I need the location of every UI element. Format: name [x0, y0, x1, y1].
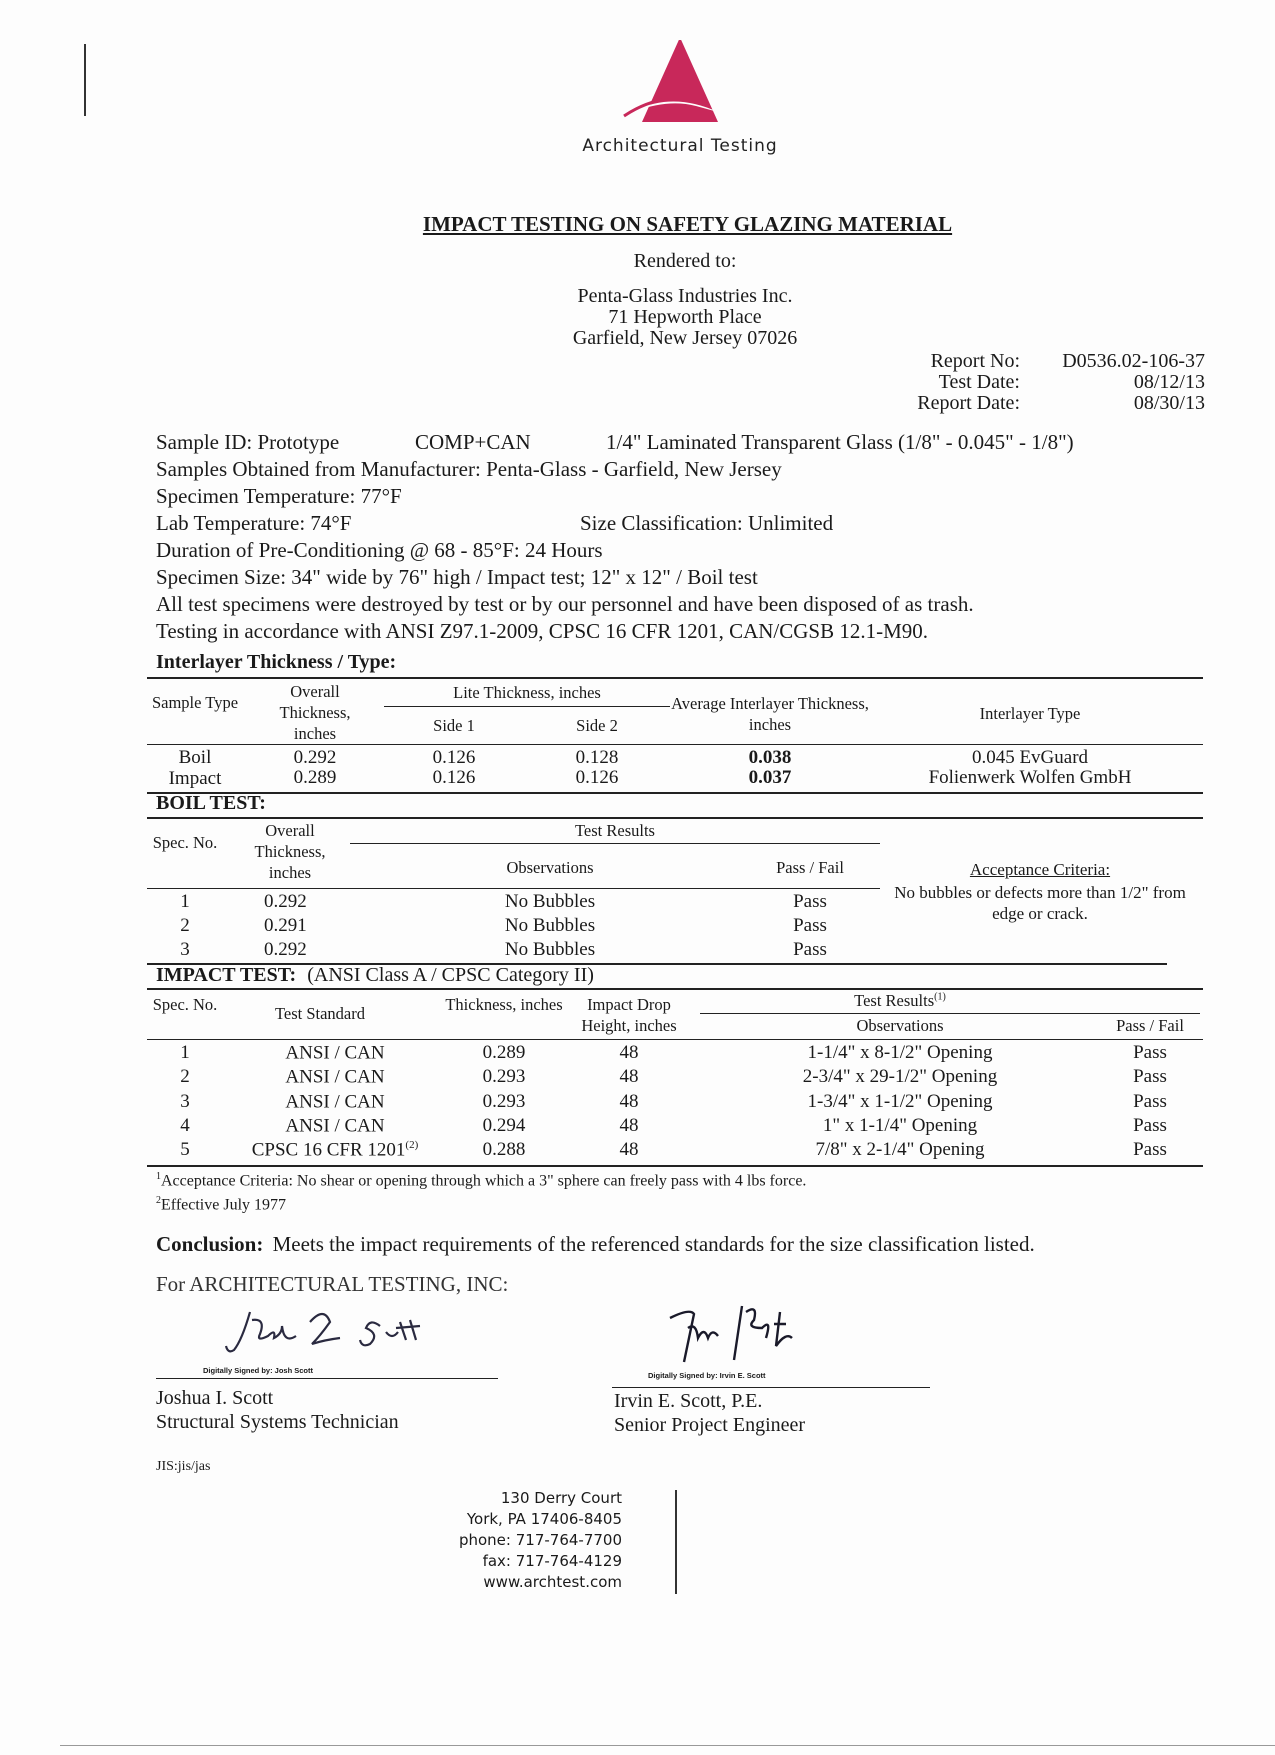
preconditioning: Duration of Pre-Conditioning @ 68 - 85°F: 24 Hours [156, 538, 603, 562]
interlayer-hdr-side1: Side 1 [433, 716, 475, 735]
sample-id: Sample ID: Prototype [156, 430, 340, 454]
conclusion-label: Conclusion: [156, 1232, 264, 1256]
impact-hdr-spec: Spec. No. [152, 995, 218, 1014]
impact-top-rule [147, 988, 1203, 990]
boil-cell-thickness: 0.292 [264, 891, 307, 912]
interlayer-bottom-rule [147, 792, 1203, 794]
address-city: York, PA 17406-8405 [466, 1510, 622, 1528]
conclusion-text: Meets the impact requirements of the referenced standards for the size classification listed. [272, 1232, 1035, 1256]
impact-hdr-drop: Impact Drop Height, inches [581, 995, 677, 1035]
test-date-label: Test Date: [938, 371, 1020, 393]
impact-hdr-obs: Observations [856, 1016, 944, 1035]
impact-cell-standard [230, 1139, 440, 1161]
address-street: 130 Derry Court [500, 1489, 622, 1507]
acceptance-criteria-title: Acceptance Criteria: [969, 860, 1111, 879]
specimen-temp: Specimen Temperature: 77°F [156, 484, 402, 508]
signature-2-graphic [650, 1298, 830, 1370]
impact-hdr-results-label: Test Results [854, 991, 935, 1010]
impact-cell-standard-text: ANSI / CAN [285, 1091, 385, 1113]
impact-hdr-thickness: Thickness, inches [445, 995, 563, 1014]
address-phone: phone: 717-764-7700 [458, 1531, 622, 1549]
interlayer-hdr-type: Interlayer Type [979, 704, 1081, 723]
interlayer-cell-overall: 0.292 [293, 747, 337, 768]
impact-cell-spec: 1 [180, 1042, 190, 1063]
boil-cell-pf: Pass [793, 939, 827, 960]
margin-mark [84, 44, 86, 116]
page-bottom-rule [60, 1745, 1275, 1746]
impact-cell-drop: 48 [619, 1091, 639, 1112]
boil-hdr-pf: Pass / Fail [776, 858, 844, 877]
lab-temp: Lab Temperature: 74°F [156, 511, 352, 535]
interlayer-cell-type: Folienwerk Wolfen GmbH [928, 767, 1132, 788]
interlayer-cell-type: 0.045 EvGuard [971, 747, 1089, 768]
impact-cell-pf: Pass [1133, 1091, 1167, 1112]
interlayer-cell-side2: 0.126 [575, 767, 619, 788]
impact-heading-line [156, 964, 594, 987]
interlayer-cell-overall: 0.289 [293, 767, 337, 788]
logo-triangle-icon [600, 40, 760, 140]
footnote-2-mark: 2 [156, 1195, 161, 1206]
signature-1-graphic [220, 1300, 440, 1360]
impact-cell-obs: 2-3/4" x 29-1/2" Opening [802, 1066, 998, 1087]
impact-heading: IMPACT TEST: [156, 964, 297, 986]
logo [600, 40, 760, 140]
interlayer-top-rule [147, 677, 1203, 679]
address-web[interactable]: www.archtest.com [483, 1573, 622, 1591]
impact-cell-pf: Pass [1133, 1066, 1167, 1087]
impact-cell-standard-sup: (2) [405, 1139, 419, 1151]
address-divider [675, 1490, 677, 1594]
impact-cell-drop: 48 [619, 1115, 639, 1136]
boil-cell-obs: No Bubbles [504, 939, 596, 960]
boil-results-rule [350, 843, 880, 844]
impact-hdr-results-sup: (1) [934, 991, 946, 1003]
impact-results-rule [700, 1013, 1200, 1014]
interlayer-cell-side1: 0.126 [432, 767, 476, 788]
boil-hdr-overall: Overall Thickness, inches [254, 821, 326, 882]
impact-hdr-pf: Pass / Fail [1116, 1016, 1184, 1035]
boil-cell-thickness: 0.292 [264, 939, 307, 960]
accordance-note: Testing in accordance with ANSI Z97.1-2009, CPSC 16 CFR 1201, CAN/CGSB 12.1-M90. [156, 619, 929, 643]
acceptance-criteria-text: No bubbles or defects more than 1/2" from edge or crack. [894, 883, 1186, 923]
for-line: For ARCHITECTURAL TESTING, INC: [156, 1272, 509, 1296]
impact-cell-obs: 1" x 1-1/4" Opening [822, 1115, 978, 1136]
footnote-1-text: Acceptance Criteria: No shear or opening through which a 3" sphere can freely pass with 4 lbs force. [161, 1172, 807, 1190]
footnote-1-mark: 1 [156, 1171, 161, 1182]
impact-cell-thickness: 0.293 [482, 1066, 526, 1087]
boil-cell-pf: Pass [793, 915, 827, 936]
sample-code: COMP+CAN [415, 430, 531, 454]
boil-cell-obs: No Bubbles [504, 891, 596, 912]
impact-cell-spec: 2 [180, 1066, 190, 1087]
footnote-2-text: Effective July 1977 [161, 1196, 287, 1214]
sample-desc: 1/4" Laminated Transparent Glass (1/8" - 0.045" - 1/8") [606, 430, 1074, 454]
signer-2-name: Irvin E. Scott, P.E. [614, 1390, 763, 1412]
boil-cell-spec: 3 [180, 939, 190, 960]
interlayer-cell-sample: Impact [168, 768, 222, 789]
footnote-1 [156, 1171, 806, 1190]
impact-hdr-results [700, 991, 1100, 1011]
conclusion [156, 1232, 1035, 1257]
report-no: D0536.02-106-37 [1062, 350, 1205, 372]
interlayer-cell-avg: 0.037 [748, 767, 792, 788]
impact-bottom-rule [147, 1165, 1203, 1167]
interlayer-heading: Interlayer Thickness / Type: [156, 651, 397, 673]
impact-cell-standard-text: ANSI / CAN [285, 1066, 385, 1088]
impact-cell-spec: 3 [180, 1091, 190, 1112]
impact-cell-thickness: 0.289 [482, 1042, 526, 1063]
signature-1-digital: Digitally Signed by: Josh Scott [203, 1366, 314, 1375]
impact-cell-pf: Pass [1133, 1042, 1167, 1063]
rendered-to: Rendered to: [633, 250, 737, 272]
impact-cell-standard [230, 1066, 440, 1088]
initials: JIS:jis/jas [156, 1459, 211, 1474]
impact-cell-standard-text: ANSI / CAN [285, 1115, 385, 1137]
boil-hdr-results: Test Results [575, 821, 655, 840]
impact-cell-obs: 1-1/4" x 8-1/2" Opening [807, 1042, 993, 1063]
signature-2 [650, 1298, 830, 1370]
report-date-label: Report Date: [917, 392, 1020, 414]
boil-hdr-spec: Spec. No. [152, 833, 218, 852]
impact-cell-pf: Pass [1133, 1115, 1167, 1136]
impact-cell-standard [230, 1042, 440, 1064]
boil-cell-spec: 2 [180, 915, 190, 936]
interlayer-hdr-rule [147, 744, 1203, 745]
boil-top-rule [147, 817, 1203, 819]
client-address1: 71 Hepworth Place [608, 306, 762, 328]
impact-cell-thickness: 0.293 [482, 1091, 526, 1112]
report-no-label: Report No: [930, 350, 1020, 372]
interlayer-hdr-sample: Sample Type [151, 693, 239, 712]
signature-2-line [612, 1387, 930, 1388]
interlayer-hdr-overall: Overall Thickness, inches [279, 682, 351, 743]
impact-cell-standard [230, 1091, 440, 1113]
lite-rule [384, 706, 670, 707]
samples-obtained: Samples Obtained from Manufacturer: Penta-Glass - Garfield, New Jersey [156, 457, 782, 481]
client-address2: Garfield, New Jersey 07026 [572, 327, 798, 349]
impact-cell-standard [230, 1115, 440, 1137]
impact-heading-note: (ANSI Class A / CPSC Category II) [307, 964, 594, 986]
logo-text: Architectural Testing [582, 136, 778, 156]
boil-cell-spec: 1 [180, 891, 190, 912]
disposal-note: All test specimens were destroyed by test or by our personnel and have been disposed of as trash. [156, 592, 974, 616]
impact-cell-spec: 5 [180, 1139, 190, 1160]
interlayer-cell-side2: 0.128 [575, 747, 619, 768]
interlayer-cell-sample: Boil [178, 747, 212, 768]
interlayer-hdr-side2: Side 2 [576, 716, 618, 735]
signature-1 [220, 1300, 440, 1360]
impact-cell-obs: 1-3/4" x 1-1/2" Opening [807, 1091, 993, 1112]
interlayer-hdr-avg: Average Interlayer Thickness, inches [671, 694, 869, 734]
impact-cell-thickness: 0.288 [482, 1139, 526, 1160]
impact-cell-drop: 48 [619, 1139, 639, 1160]
impact-cell-drop: 48 [619, 1066, 639, 1087]
impact-cell-spec: 4 [180, 1115, 190, 1136]
signer-2-title: Senior Project Engineer [614, 1414, 806, 1436]
address-fax: fax: 717-764-4129 [482, 1552, 622, 1570]
impact-hdr-standard: Test Standard [274, 1004, 366, 1023]
report-date: 08/30/13 [1133, 392, 1205, 414]
footnote-2 [156, 1195, 286, 1214]
boil-cell-pf: Pass [793, 891, 827, 912]
boil-heading: BOIL TEST: [156, 792, 266, 814]
page-title: IMPACT TESTING ON SAFETY GLAZING MATERIAL [422, 212, 953, 236]
impact-cell-obs: 7/8" x 2-1/4" Opening [815, 1139, 985, 1160]
interlayer-cell-avg: 0.038 [748, 747, 792, 768]
impact-hdr-rule [147, 1039, 1203, 1040]
impact-cell-standard-text: ANSI / CAN [285, 1042, 385, 1064]
signature-1-line [156, 1378, 498, 1379]
boil-cell-obs: No Bubbles [504, 915, 596, 936]
size-class: Size Classification: Unlimited [580, 511, 834, 535]
impact-cell-drop: 48 [619, 1042, 639, 1063]
impact-cell-thickness: 0.294 [482, 1115, 526, 1136]
client-name: Penta-Glass Industries Inc. [577, 285, 793, 307]
signature-2-digital: Digitally Signed by: Irvin E. Scott [648, 1371, 766, 1380]
boil-cell-thickness: 0.291 [264, 915, 307, 936]
specimen-size: Specimen Size: 34" wide by 76" high / Impact test; 12" x 12" / Boil test [156, 565, 758, 589]
test-date: 08/12/13 [1133, 371, 1205, 393]
signer-1-title: Structural Systems Technician [156, 1411, 399, 1433]
boil-hdr-obs: Observations [506, 858, 594, 877]
impact-cell-pf: Pass [1133, 1139, 1167, 1160]
impact-cell-standard-text: CPSC 16 CFR 1201 [251, 1139, 406, 1161]
boil-hdr-rule [147, 888, 880, 889]
interlayer-cell-side1: 0.126 [432, 747, 476, 768]
signer-1-name: Joshua I. Scott [156, 1387, 274, 1409]
interlayer-hdr-lite: Lite Thickness, inches [453, 683, 601, 702]
